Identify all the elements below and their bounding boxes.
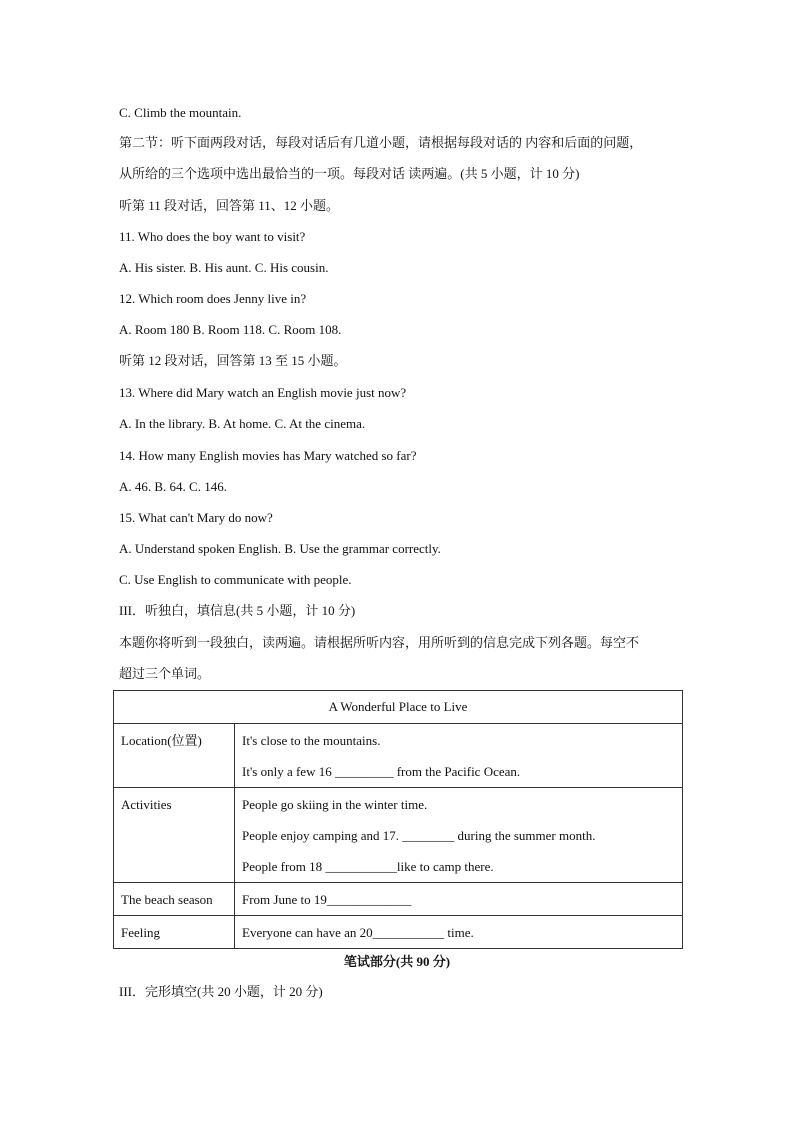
row-text: It's close to the mountains. bbox=[242, 733, 381, 748]
row-label: The beach season bbox=[121, 892, 213, 907]
section-title: 笔试部分(共 90 分) bbox=[343, 954, 451, 969]
options-15: A. Understand spoken English. B. Use the grammar correctly. bbox=[119, 541, 441, 556]
options-15-cont: C. Use English to communicate with people. bbox=[119, 572, 352, 587]
options-14: A. 46. B. 64. C. 146. bbox=[119, 479, 227, 494]
section-instruction: 从所给的三个选项中选出最恰当的一项。每段对话 读两遍。(共 5 小题，计 10 分) bbox=[119, 166, 580, 181]
row-label: Location(位置) bbox=[121, 733, 202, 748]
row-text: Everyone can have an 20___________ time. bbox=[242, 925, 474, 940]
section-instruction: 超过三个单词。 bbox=[119, 666, 211, 681]
dialogue-heading: 听第 12 段对话，回答第 13 至 15 小题。 bbox=[119, 353, 347, 368]
row-text: It's only a few 16 _________ from the Pacific Ocean. bbox=[242, 764, 521, 779]
section-heading: III．听独白，填信息(共 5 小题，计 10 分) bbox=[119, 603, 356, 618]
row-label: Activities bbox=[121, 797, 172, 812]
section-subtitle: III．完形填空(共 20 小题，计 20 分) bbox=[119, 984, 323, 999]
question-12: 12. Which room does Jenny live in? bbox=[119, 291, 307, 306]
row-text: People enjoy camping and 17. ________ during the summer month. bbox=[242, 828, 596, 843]
table-row bbox=[114, 724, 683, 788]
table-title: A Wonderful Place to Live bbox=[114, 691, 683, 724]
dialogue-heading: 听第 11 段对话，回答第 11、12 小题。 bbox=[119, 198, 340, 213]
section-instruction: 第二节：听下面两段对话，每段对话后有几道小题，请根据每段对话的 内容和后面的问题， bbox=[119, 135, 643, 150]
row-text: From June to 19_____________ bbox=[242, 892, 412, 907]
section-instruction: 本题你将听到一段独白，读两遍。请根据所听内容，用所听到的信息完成下列各题。每空不 bbox=[119, 635, 640, 650]
options-13: A. In the library. B. At home. C. At the cinema. bbox=[119, 416, 366, 431]
row-label: Feeling bbox=[121, 925, 160, 940]
question-15: 15. What can't Mary do now? bbox=[119, 510, 273, 525]
table-row bbox=[114, 883, 683, 916]
question-11: 11. Who does the boy want to visit? bbox=[119, 229, 306, 244]
option-line: C. Climb the mountain. bbox=[119, 105, 242, 120]
info-table bbox=[113, 690, 683, 949]
options-11: A. His sister. B. His aunt. C. His cousin. bbox=[119, 260, 329, 275]
options-12: A. Room 180 B. Room 118. C. Room 108. bbox=[119, 322, 342, 337]
question-13: 13. Where did Mary watch an English movie just now? bbox=[119, 385, 407, 400]
row-text: People go skiing in the winter time. bbox=[242, 797, 428, 812]
row-text: People from 18 ___________like to camp there. bbox=[242, 859, 494, 874]
table-row bbox=[114, 916, 683, 949]
table-header-row bbox=[114, 691, 683, 724]
table-row bbox=[114, 788, 683, 883]
question-14: 14. How many English movies has Mary watched so far? bbox=[119, 448, 417, 463]
